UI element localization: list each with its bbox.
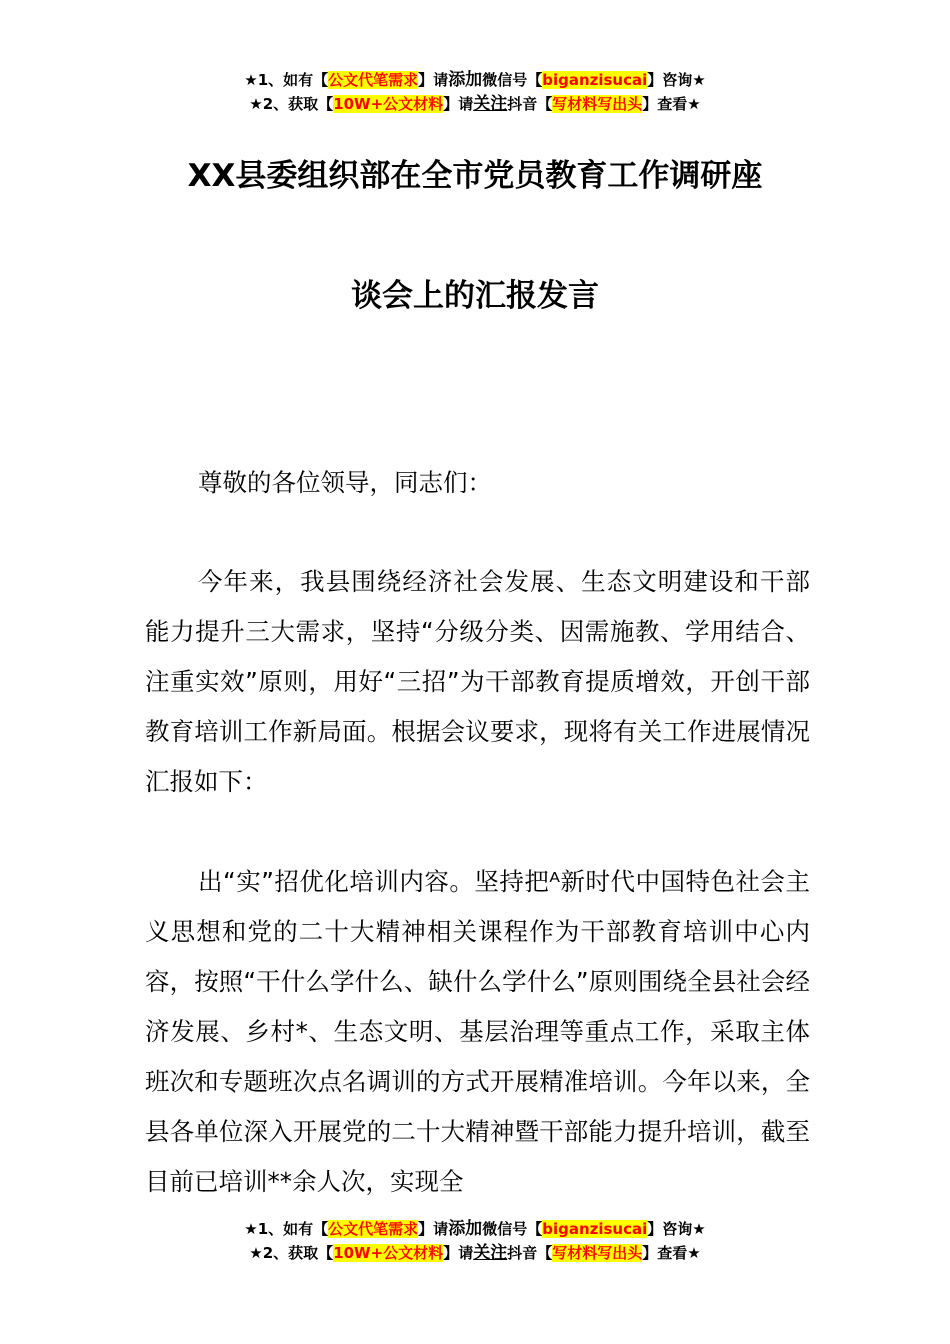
banner-text: ★1、如有【	[244, 1220, 329, 1238]
paragraph-intro: 今年来，我县围绕经济社会发展、生态文明建设和干部能力提升三大需求，坚持“分级分类、因需施教、学用结合、注重实效”原则，用好“三招”为干部教育提质增效，开创干部教育培训工作新局面。根据会议要求，现将有关工作进展情况汇报如下：	[145, 567, 810, 796]
banner-emphasis: 关注	[473, 94, 508, 114]
banner-text: 】咨询★	[647, 1220, 706, 1238]
banner-highlight: 公文代笔需求	[328, 1220, 419, 1238]
banner-text: 】咨询★	[647, 71, 706, 89]
banner-highlight: 10W+公文材料	[333, 95, 444, 113]
banner-highlight: 10W+公文材料	[333, 1244, 444, 1262]
header-banner	[0, 68, 950, 116]
banner-text: 】请	[443, 1244, 474, 1262]
banner-text: ★2、获取【	[249, 1244, 334, 1262]
banner-text: 】请	[418, 1220, 449, 1238]
banner-line-2	[0, 92, 950, 116]
banner-text: 微信号【	[482, 1220, 543, 1238]
document-title-line-2: 谈会上的汇报发言	[351, 278, 599, 314]
footer-banner	[0, 1217, 950, 1265]
banner-text: 抖音【	[507, 95, 553, 113]
banner-highlight: 公文代笔需求	[328, 71, 419, 89]
banner-text: 】请	[443, 95, 474, 113]
banner-wechat-id: biganzisucai	[542, 1220, 648, 1238]
banner-text: 抖音【	[507, 1244, 553, 1262]
banner-highlight: 写材料写出头	[552, 95, 643, 113]
banner-text: 】查看★	[642, 95, 701, 113]
banner-line-1	[0, 1217, 950, 1241]
banner-text: ★1、如有【	[244, 71, 329, 89]
banner-line-2	[0, 1241, 950, 1265]
banner-text: 】请	[418, 71, 449, 89]
banner-wechat-id: biganzisucai	[542, 71, 648, 89]
document-title-line-1: XX县委组织部在全市党员教育工作调研座	[187, 158, 763, 194]
banner-emphasis: 添加	[448, 1219, 483, 1239]
salutation: 尊敬的各位领导，同志们：	[198, 468, 492, 497]
banner-text: ★2、获取【	[249, 95, 334, 113]
banner-highlight: 写材料写出头	[552, 1244, 643, 1262]
banner-emphasis: 关注	[473, 1243, 508, 1263]
banner-line-1	[0, 68, 950, 92]
banner-text: 微信号【	[482, 71, 543, 89]
paragraph-section-1: 出“实”招优化培训内容。坚持把ᴬ新时代中国特色社会主义思想和党的二十大精神相关课程作为干部教育培训中心内容，按照“干什么学什么、缺什么学什么”原则围绕全县社会经济发展、乡村*、生态文明、基层治理等重点工作，采取主体班次和专题班次点名调训的方式开展精准培训。今年以来，全县各单位深入开展党的二十大精神暨干部能力提升培训，截至目前已培训**余人次，实现全	[145, 867, 810, 1196]
banner-emphasis: 添加	[448, 70, 483, 90]
banner-text: 】查看★	[642, 1244, 701, 1262]
